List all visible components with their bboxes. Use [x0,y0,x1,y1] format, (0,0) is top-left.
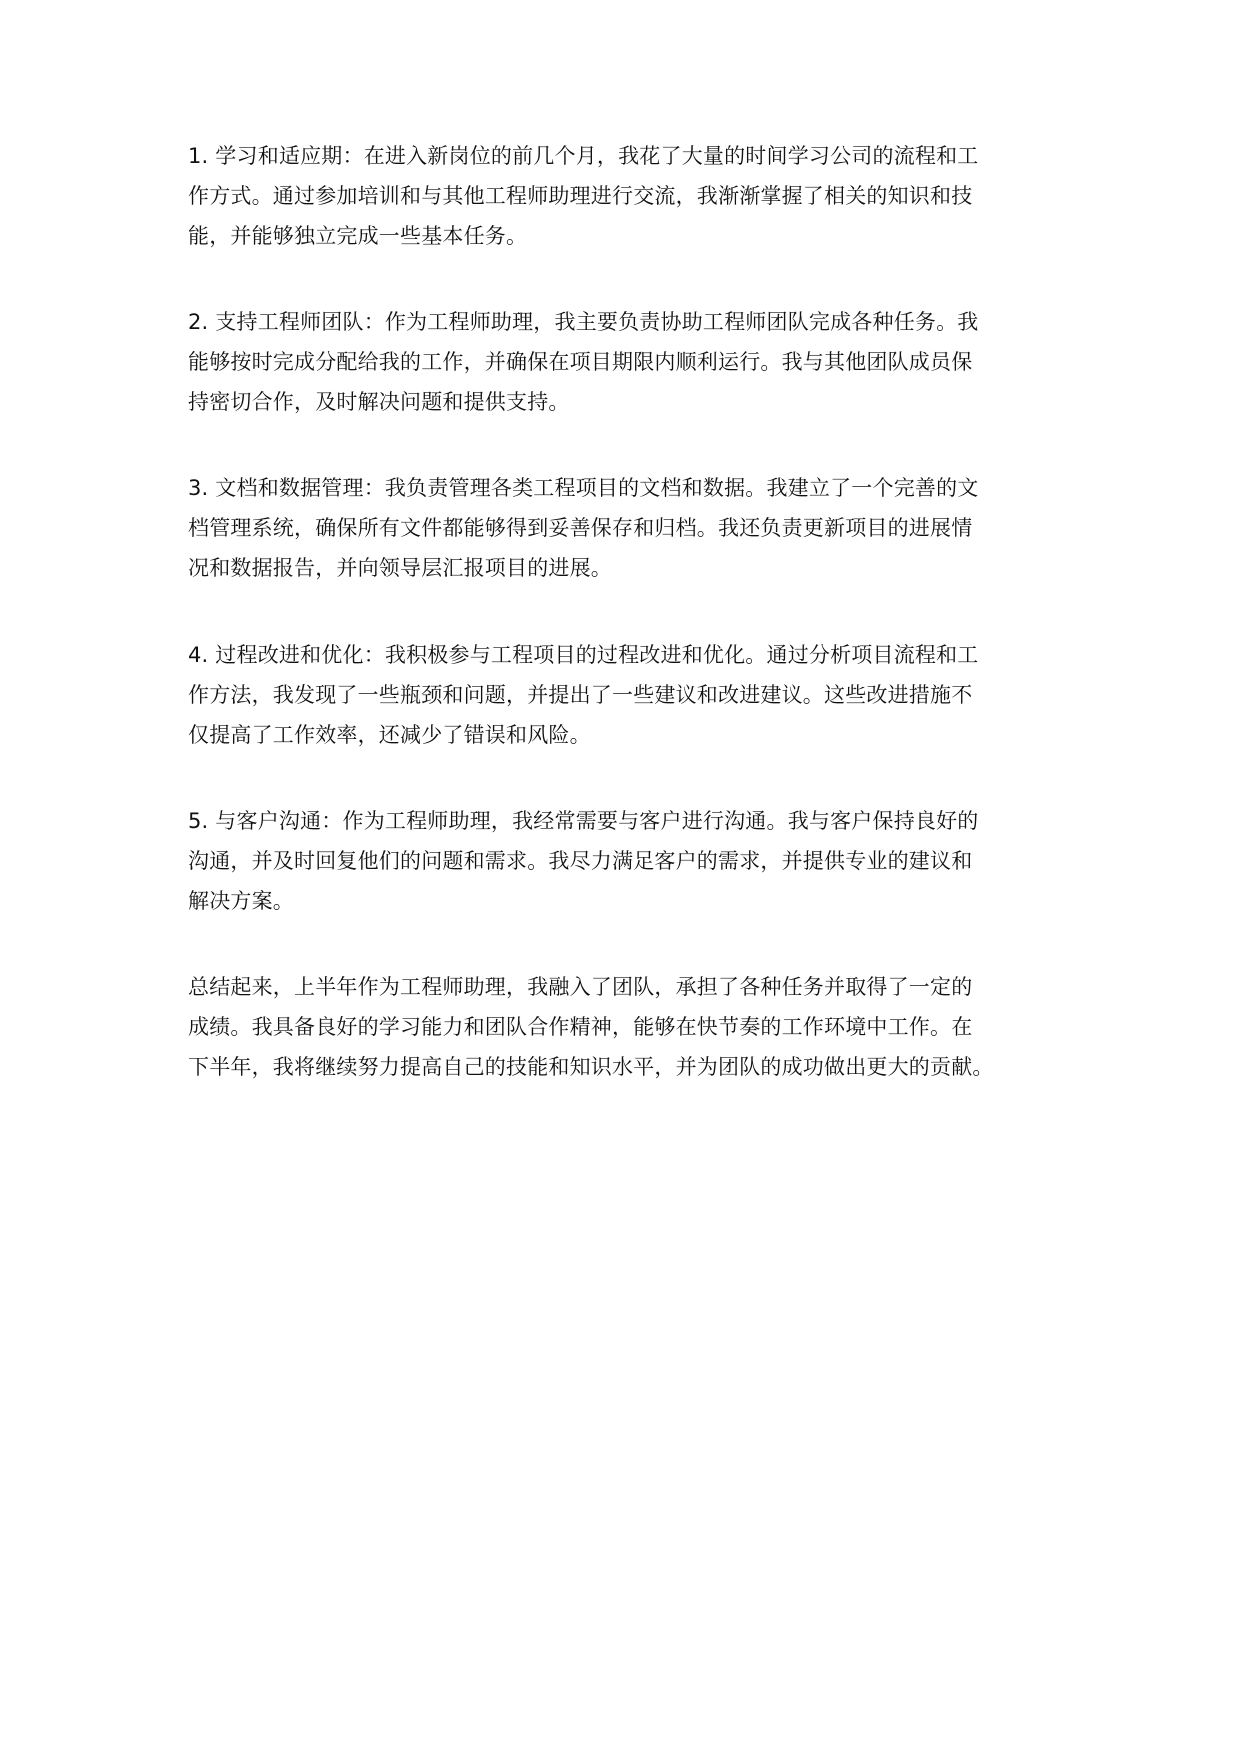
paragraph-process-improvement [188,635,1068,755]
paragraph-line: 况和数据报告，并向领导层汇报项目的进展。 [188,556,612,580]
paragraph-line: 作方式。通过参加培训和与其他工程师助理进行交流，我渐渐掌握了相关的知识和技 [188,184,973,208]
paragraph-line: 1. 学习和适应期：在进入新岗位的前几个月，我花了大量的时间学习公司的流程和工 [188,144,979,168]
paragraph-support-team [188,302,1068,422]
paragraph-line: 能够按时完成分配给我的工作，并确保在项目期限内顺利运行。我与其他团队成员保 [188,350,973,374]
paragraph-summary [188,967,1068,1087]
paragraph-line: 仅提高了工作效率，还减少了错误和风险。 [188,723,591,747]
paragraph-line: 2. 支持工程师团队：作为工程师助理，我主要负责协助工程师团队完成各种任务。我 [188,310,979,334]
paragraph-line: 5. 与客户沟通：作为工程师助理，我经常需要与客户进行沟通。我与客户保持良好的 [188,809,979,833]
paragraph-line: 4. 过程改进和优化：我积极参与工程项目的过程改进和优化。通过分析项目流程和工 [188,643,979,667]
paragraph-line: 下半年，我将继续努力提高自己的技能和知识水平，并为团队的成功做出更大的贡献。 [188,1055,994,1079]
paragraph-line: 沟通，并及时回复他们的问题和需求。我尽力满足客户的需求，并提供专业的建议和 [188,849,973,873]
paragraph-line: 持密切合作，及时解决问题和提供支持。 [188,390,570,414]
paragraph-documents-data [188,468,1068,588]
paragraph-line: 成绩。我具备良好的学习能力和团队合作精神，能够在快节奏的工作环境中工作。在 [188,1015,973,1039]
paragraph-line: 总结起来，上半年作为工程师助理，我融入了团队，承担了各种任务并取得了一定的 [188,975,973,999]
paragraph-learning-adaptation [188,136,1068,256]
paragraph-line: 作方法，我发现了一些瓶颈和问题，并提出了一些建议和改进建议。这些改进措施不 [188,683,973,707]
paragraph-client-communication [188,801,1068,921]
paragraph-line: 3. 文档和数据管理：我负责管理各类工程项目的文档和数据。我建立了一个完善的文 [188,476,979,500]
paragraph-line: 能，并能够独立完成一些基本任务。 [188,224,528,248]
paragraph-line: 解决方案。 [188,889,294,913]
paragraph-line: 档管理系统，确保所有文件都能够得到妥善保存和归档。我还负责更新项目的进展情 [188,516,973,540]
